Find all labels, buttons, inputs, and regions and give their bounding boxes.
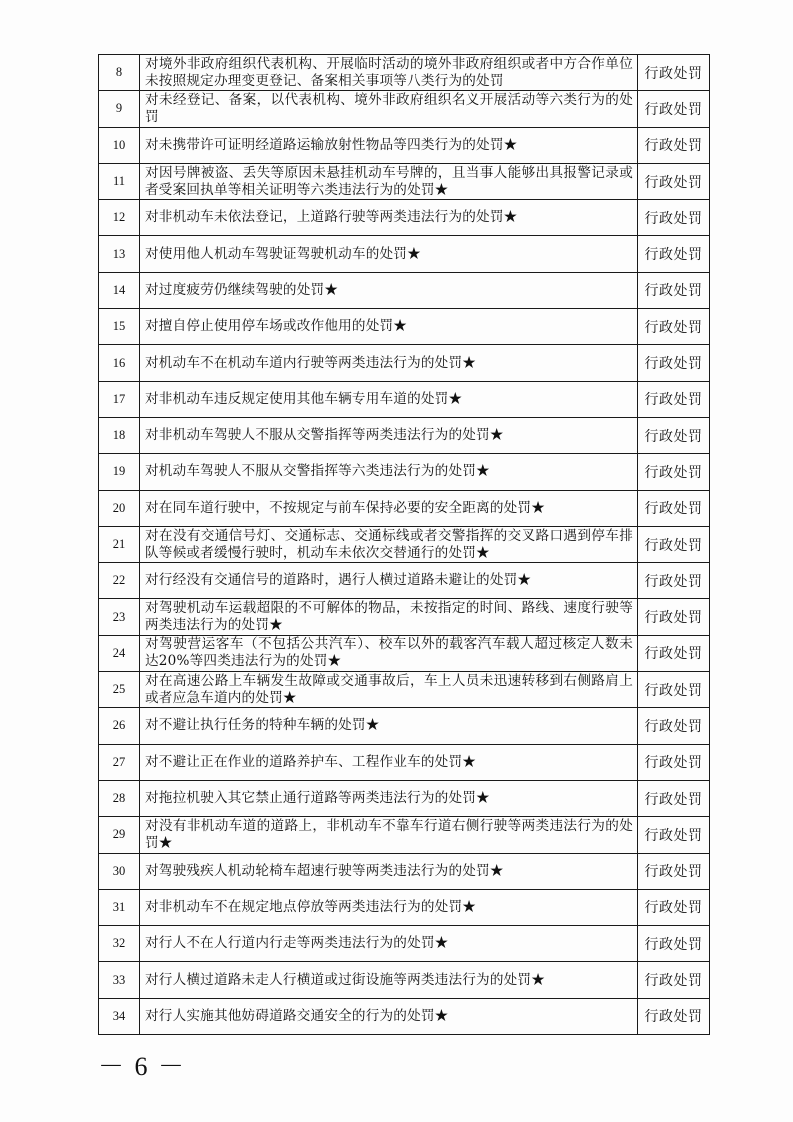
row-type: 行政处罚 (638, 780, 710, 816)
table-row (99, 200, 710, 236)
row-number: 33 (99, 962, 140, 998)
row-description: 对行经没有交通信号的道路时，遇行人横过道路未避让的处罚★ (140, 563, 638, 599)
table-row (99, 672, 710, 708)
row-number: 8 (99, 55, 140, 91)
row-description: 对境外非政府组织代表机构、开展临时活动的境外非政府组织或者中方合作单位未按照规定办理变更登记、备案相关事项等八类行为的处罚 (140, 55, 638, 91)
table-row (99, 708, 710, 744)
row-description: 对不避让执行任务的特种车辆的处罚★ (140, 708, 638, 744)
row-number: 14 (99, 272, 140, 308)
row-number: 19 (99, 454, 140, 490)
row-description: 对使用他人机动车驾驶证驾驶机动车的处罚★ (140, 236, 638, 272)
row-number: 24 (99, 635, 140, 671)
row-number: 20 (99, 490, 140, 526)
table-row (99, 635, 710, 671)
row-number: 11 (99, 163, 140, 199)
page-number: － 6 － (98, 1052, 187, 1081)
table-row (99, 926, 710, 962)
row-description: 对没有非机动车道的道路上，非机动车不靠车行道右侧行驶等两类违法行为的处罚★ (140, 817, 638, 853)
row-description: 对行人横过道路未走人行横道或过街设施等两类违法行为的处罚★ (140, 962, 638, 998)
row-number: 16 (99, 345, 140, 381)
row-description: 对在高速公路上车辆发生故障或交通事故后，车上人员未迅速转移到右侧路肩上或者应急车道内的处罚★ (140, 672, 638, 708)
row-description: 对机动车驾驶人不服从交警指挥等六类违法行为的处罚★ (140, 454, 638, 490)
row-description: 对行人实施其他妨碍道路交通安全的行为的处罚★ (140, 998, 638, 1034)
table-row (99, 381, 710, 417)
row-number: 12 (99, 200, 140, 236)
row-description: 对拖拉机驶入其它禁止通行道路等两类违法行为的处罚★ (140, 780, 638, 816)
row-type: 行政处罚 (638, 962, 710, 998)
row-description: 对在同车道行驶中，不按规定与前车保持必要的安全距离的处罚★ (140, 490, 638, 526)
table-row (99, 163, 710, 199)
row-type: 行政处罚 (638, 708, 710, 744)
row-type: 行政处罚 (638, 381, 710, 417)
table-row (99, 780, 710, 816)
row-description: 对擅自停止使用停车场或改作他用的处罚★ (140, 309, 638, 345)
table-row (99, 817, 710, 853)
row-type: 行政处罚 (638, 599, 710, 635)
row-description: 对过度疲劳仍继续驾驶的处罚★ (140, 272, 638, 308)
table-row (99, 127, 710, 163)
row-description: 对在没有交通信号灯、交通标志、交通标线或者交警指挥的交叉路口遇到停车排队等候或者缓慢行驶时，机动车未依次交替通行的处罚★ (140, 526, 638, 562)
table-row (99, 599, 710, 635)
table-row (99, 236, 710, 272)
row-type: 行政处罚 (638, 91, 710, 127)
row-number: 13 (99, 236, 140, 272)
row-type: 行政处罚 (638, 926, 710, 962)
table-row (99, 889, 710, 925)
row-type: 行政处罚 (638, 563, 710, 599)
row-type: 行政处罚 (638, 490, 710, 526)
row-description: 对非机动车违反规定使用其他车辆专用车道的处罚★ (140, 381, 638, 417)
row-number: 21 (99, 526, 140, 562)
row-number: 34 (99, 998, 140, 1034)
table-row (99, 272, 710, 308)
row-number: 15 (99, 309, 140, 345)
row-number: 23 (99, 599, 140, 635)
row-type: 行政处罚 (638, 200, 710, 236)
table-row (99, 490, 710, 526)
table-row (99, 744, 710, 780)
table-body (99, 55, 710, 1035)
row-description: 对驾驶残疾人机动轮椅车超速行驶等两类违法行为的处罚★ (140, 853, 638, 889)
row-description: 对未携带许可证明经道路运输放射性物品等四类行为的处罚★ (140, 127, 638, 163)
row-type: 行政处罚 (638, 127, 710, 163)
row-number: 17 (99, 381, 140, 417)
row-type: 行政处罚 (638, 345, 710, 381)
table-row (99, 55, 710, 91)
table-row (99, 454, 710, 490)
penalty-items-table (98, 54, 710, 1035)
row-description: 对驾驶营运客车（不包括公共汽车）、校车以外的载客汽车载人超过核定人数未达20%等四类违法行为的处罚★ (140, 635, 638, 671)
table-row (99, 526, 710, 562)
row-type: 行政处罚 (638, 163, 710, 199)
row-type: 行政处罚 (638, 744, 710, 780)
row-type: 行政处罚 (638, 672, 710, 708)
row-type: 行政处罚 (638, 272, 710, 308)
table-row (99, 91, 710, 127)
row-description: 对非机动车不在规定地点停放等两类违法行为的处罚★ (140, 889, 638, 925)
row-description: 对行人不在人行道内行走等两类违法行为的处罚★ (140, 926, 638, 962)
table-row (99, 309, 710, 345)
row-description: 对因号牌被盗、丢失等原因未悬挂机动车号牌的，且当事人能够出具报警记录或者受案回执单等相关证明等六类违法行为的处罚★ (140, 163, 638, 199)
table-row (99, 853, 710, 889)
row-type: 行政处罚 (638, 417, 710, 453)
row-description: 对非机动车驾驶人不服从交警指挥等两类违法行为的处罚★ (140, 417, 638, 453)
row-number: 31 (99, 889, 140, 925)
row-description: 对非机动车未依法登记，上道路行驶等两类违法行为的处罚★ (140, 200, 638, 236)
row-number: 29 (99, 817, 140, 853)
row-description: 对驾驶机动车运载超限的不可解体的物品，未按指定的时间、路线、速度行驶等两类违法行为的处罚★ (140, 599, 638, 635)
row-type: 行政处罚 (638, 309, 710, 345)
row-description: 对机动车不在机动车道内行驶等两类违法行为的处罚★ (140, 345, 638, 381)
table-row (99, 417, 710, 453)
row-type: 行政处罚 (638, 236, 710, 272)
row-number: 9 (99, 91, 140, 127)
row-description: 对未经登记、备案，以代表机构、境外非政府组织名义开展活动等六类行为的处罚 (140, 91, 638, 127)
row-number: 26 (99, 708, 140, 744)
row-type: 行政处罚 (638, 454, 710, 490)
row-number: 28 (99, 780, 140, 816)
row-type: 行政处罚 (638, 55, 710, 91)
row-type: 行政处罚 (638, 853, 710, 889)
table-row (99, 998, 710, 1034)
table-row (99, 563, 710, 599)
row-type: 行政处罚 (638, 998, 710, 1034)
row-type: 行政处罚 (638, 526, 710, 562)
table-row (99, 345, 710, 381)
row-number: 30 (99, 853, 140, 889)
row-number: 32 (99, 926, 140, 962)
row-number: 25 (99, 672, 140, 708)
row-description: 对不避让正在作业的道路养护车、工程作业车的处罚★ (140, 744, 638, 780)
row-number: 22 (99, 563, 140, 599)
row-number: 10 (99, 127, 140, 163)
row-number: 27 (99, 744, 140, 780)
row-type: 行政处罚 (638, 635, 710, 671)
table-row (99, 962, 710, 998)
row-type: 行政处罚 (638, 817, 710, 853)
row-number: 18 (99, 417, 140, 453)
row-type: 行政处罚 (638, 889, 710, 925)
